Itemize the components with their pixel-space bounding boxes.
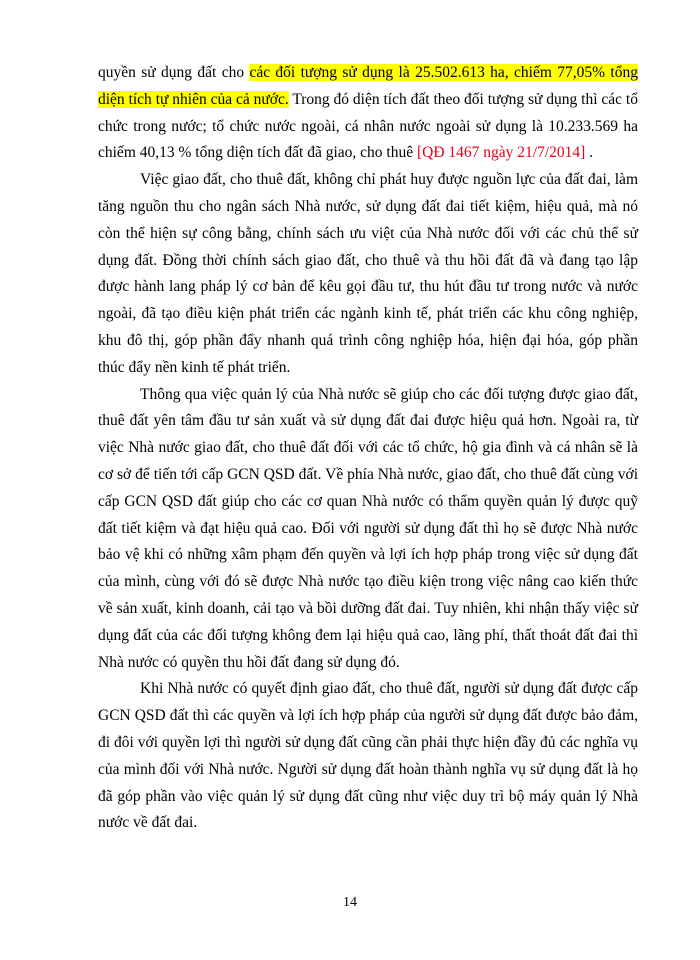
paragraph-3: Thông qua việc quản lý của Nhà nước sẽ giúp cho các đối tượng được giao đất, thuê đất yên tâm đầu tư sản xuất và sử dụng đất đai được hiệu quả hơn. Ngoài ra, từ việc Nhà nước giao đất, cho thuê đất đối với các tổ chức, hộ gia đình và cá nhân sẽ là cơ sở để tiến tới cấp GCN QSD đất. Về phía Nhà nước, giao đất, cho thuê đất cùng với cấp GCN QSD đất giúp cho các cơ quan Nhà nước có thẩm quyền quản lý được quỹ đất tiết kiệm và đạt hiệu quả cao. Đối với người sử dụng đất thì họ sẽ được Nhà nước bảo vệ khi có những xâm phạm đến quyền và lợi ích hợp pháp trong việc sử dụng đất của mình, cùng với đó sẽ được Nhà nước tạo điều kiện trong việc nâng cao kiến thức về sản xuất, kinh doanh, cải tạo và bồi dưỡng đất đai. Tuy nhiên, khi nhận thấy việc sử dụng đất của các đối tượng không đem lại hiệu quả cao, lãng phí, thất thoát đất đai thì Nhà nước có quyền thu hồi đất đang sử dụng đó. bbox=[98, 385, 638, 671]
document-body bbox=[98, 60, 638, 837]
citation-reference: [QĐ 1467 ngày 21/7/2014] bbox=[416, 144, 586, 162]
highlighted-statistic: các đối tượng sử dụng là 25.502.613 ha, chiếm 77,05% tổng diện tích tự nhiên của cả nước. bbox=[98, 64, 638, 108]
paragraph-1-text-start: quyền sử dụng đất cho bbox=[98, 64, 250, 81]
page-number: 14 bbox=[343, 895, 357, 910]
paragraph-1-text-end: . bbox=[585, 144, 594, 162]
paragraph-1-text-middle: Trong đó diện tích đất theo đối tượng sử dụng thì các tổ chức trong nước; tổ chức nước ngoài, cá nhân nước ngoài sử dụng là 10.233.569 ha chiếm 40,13 % tổng diện tích đất đã giao, cho thuê bbox=[98, 90, 638, 162]
paragraph-1 bbox=[98, 60, 638, 167]
paragraph-4: Khi Nhà nước có quyết định giao đất, cho thuê đất, người sử dụng đất được cấp GCN QSD đất thì các quyền và lợi ích hợp pháp của người sử dụng đất được bảo đảm, đi đôi với quyền lợi thì người sử dụng đất cũng cần phải thực hiện đầy đủ các nghĩa vụ của mình đối với Nhà nước. Người sử dụng đất hoàn thành nghĩa vụ sử dụng đất là họ đã góp phần vào việc quản lý sử dụng đất cũng như việc duy trì bộ máy quản lý Nhà nước về đất đai. bbox=[98, 680, 638, 832]
paragraph-2: Việc giao đất, cho thuê đất, không chỉ phát huy được nguồn lực của đất đai, làm tăng nguồn thu cho ngân sách Nhà nước, sử dụng đất đai tiết kiệm, hiệu quả, mà nó còn thể hiện sự công bằng, chính sách ưu việt của Nhà nước đối với các chủ thể sử dụng đất. Đồng thời chính sách giao đất, cho thuê và thu hồi đất đã và đang tạo lập được hành lang pháp lý cơ bản để kêu gọi đầu tư, thu hút đầu tư trong nước và nước ngoài, đã tạo điều kiện phát triển các ngành kinh tế, phát triển các khu công nghiệp, khu đô thị, góp phần đẩy nhanh quá trình công nghiệp hóa, hiện đại hóa, góp phần thúc đẩy nền kinh tế phát triển. bbox=[98, 171, 638, 376]
